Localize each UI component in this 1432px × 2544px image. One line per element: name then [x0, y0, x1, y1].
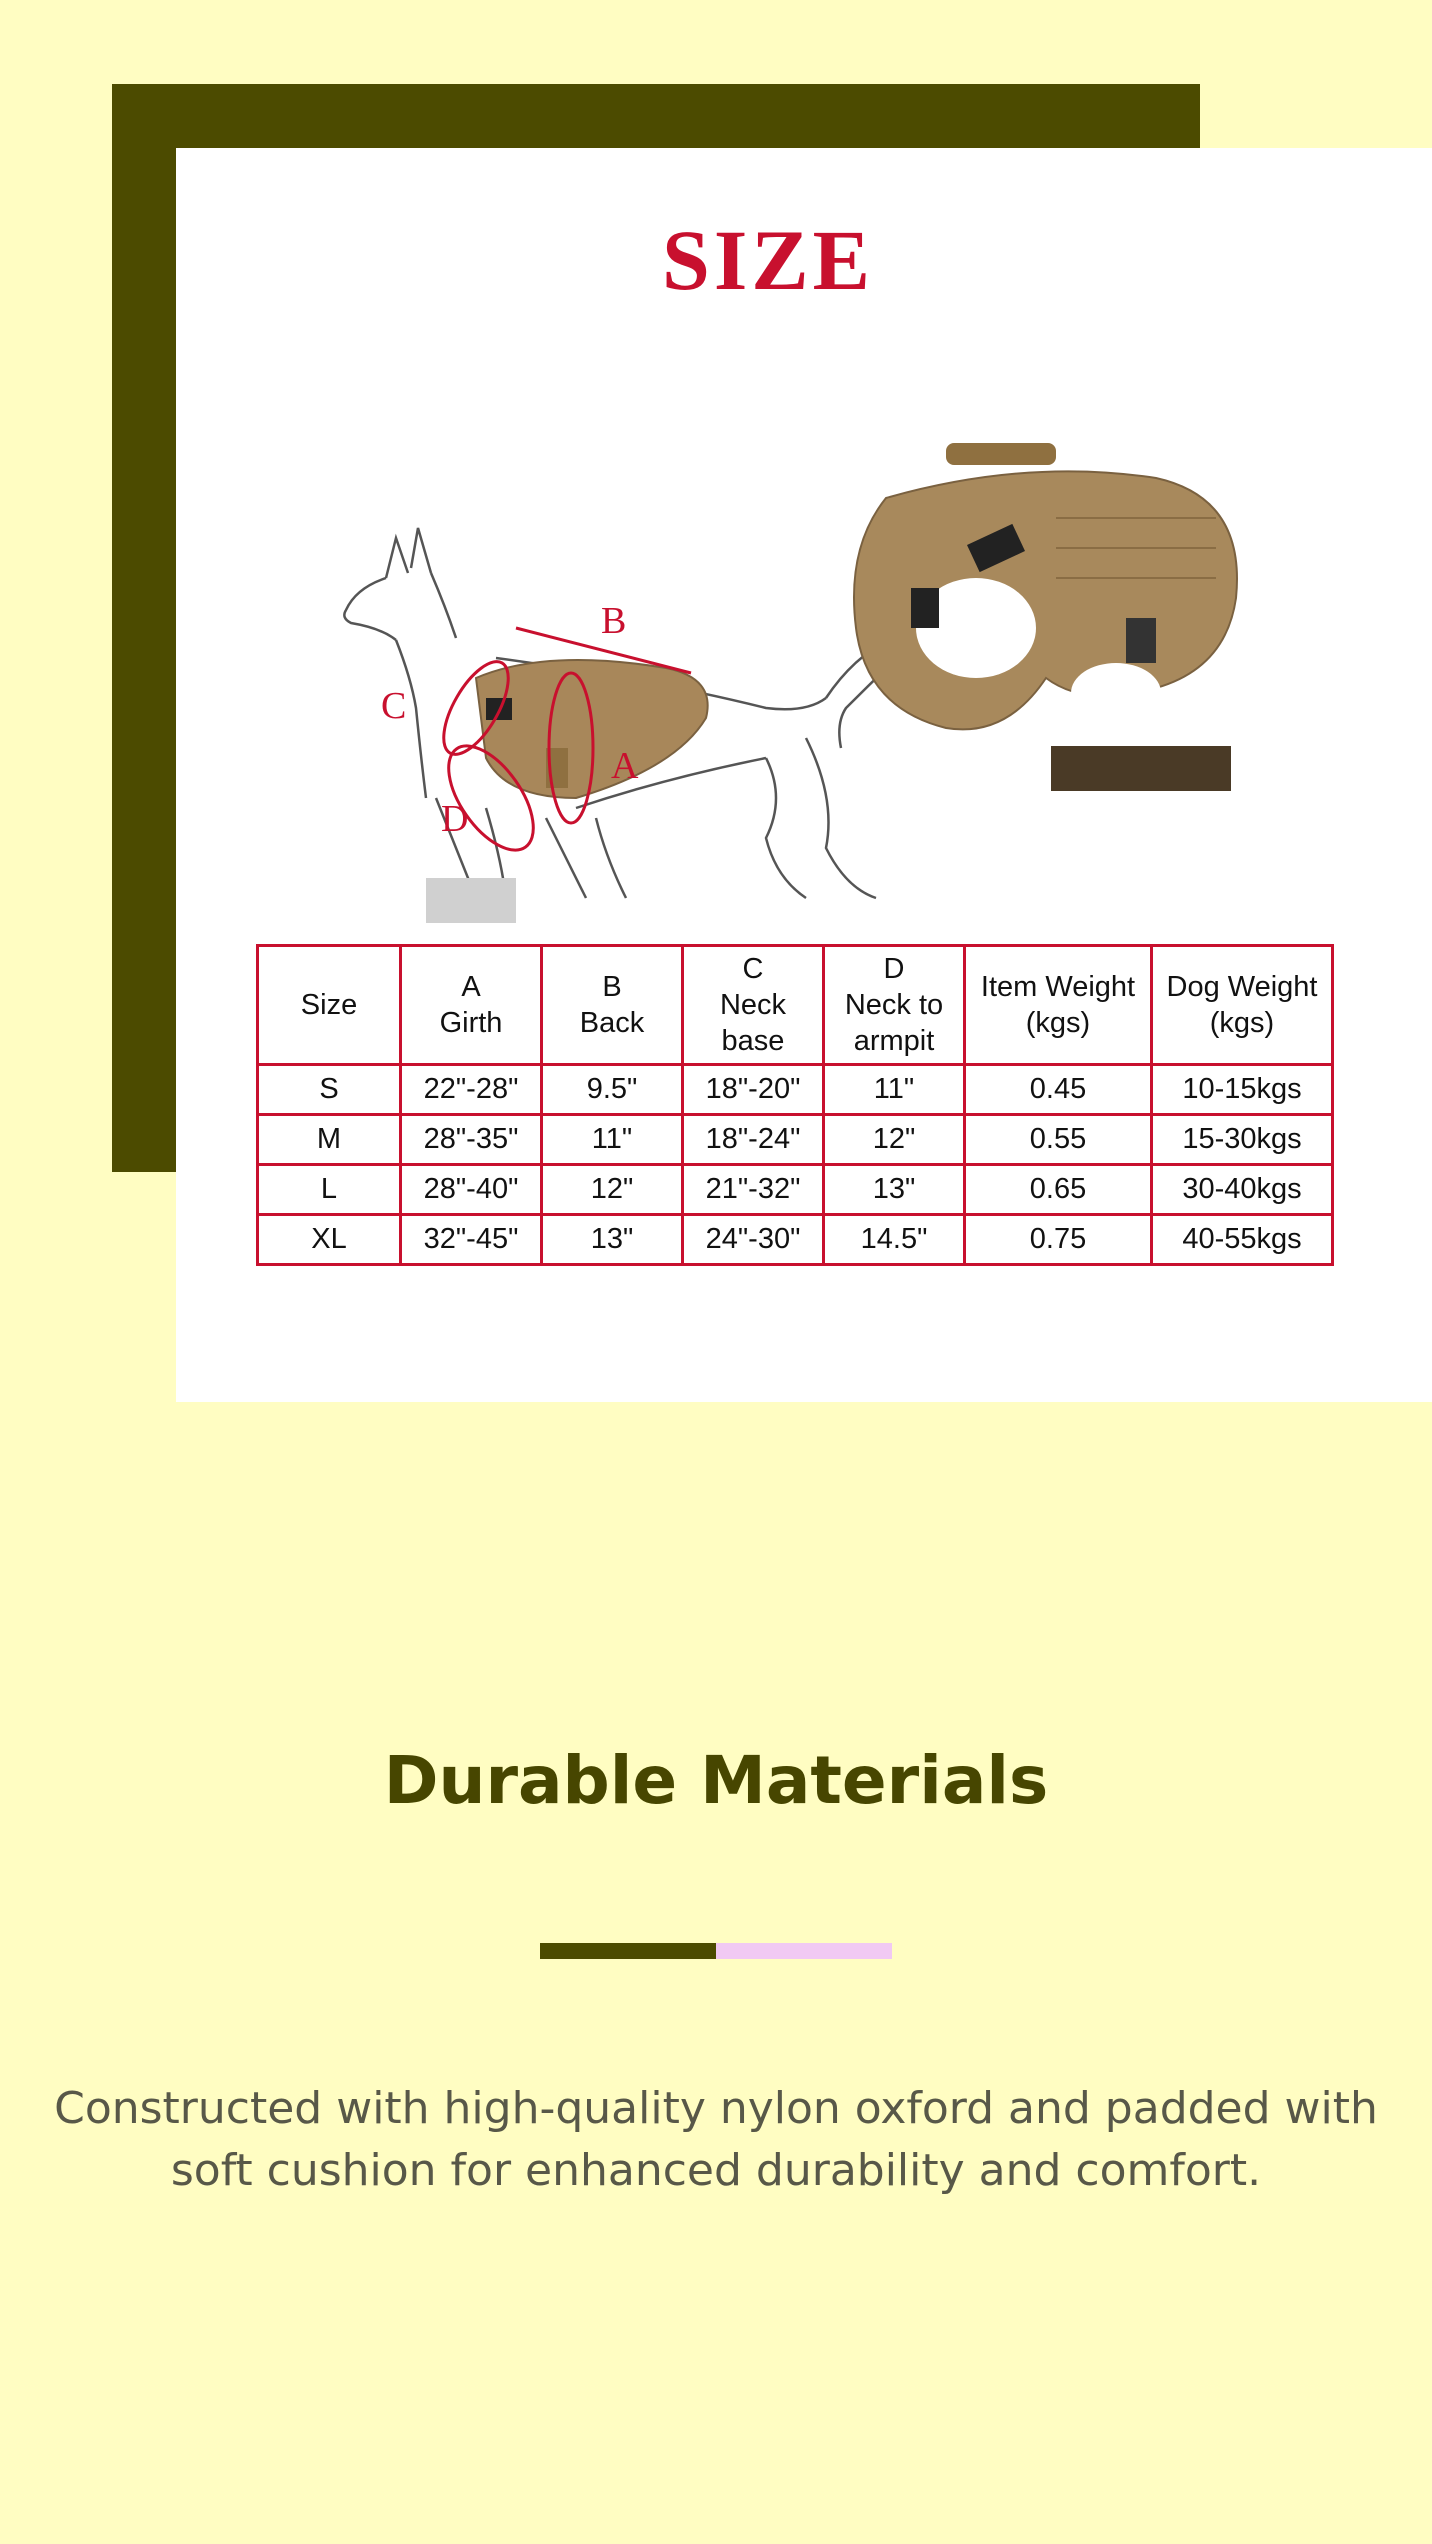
table-row [258, 1065, 1333, 1115]
table-cell: 12" [824, 1115, 965, 1165]
table-row [258, 1215, 1333, 1265]
table-cell: 21"-32" [683, 1165, 824, 1215]
col-neck-base: C Neck base [683, 946, 824, 1065]
table-cell: 28"-40" [401, 1165, 542, 1215]
table-cell: 13" [542, 1215, 683, 1265]
table-cell: 30-40kgs [1152, 1165, 1333, 1215]
label-b: B [601, 600, 627, 642]
table-cell: 24"-30" [683, 1215, 824, 1265]
col-item-weight: Item Weight (kgs) [965, 946, 1152, 1065]
table-cell: 28"-35" [401, 1115, 542, 1165]
feature-description [30, 2078, 1402, 2202]
table-cell: 9.5" [542, 1065, 683, 1115]
description-line: soft cushion for enhanced durability and comfort. [170, 2145, 1262, 2196]
col-back: B Back [542, 946, 683, 1065]
description-line: Constructed with high-quality nylon oxford and padded with [54, 2083, 1378, 2134]
table-cell: 13" [824, 1165, 965, 1215]
table-cell: 18"-20" [683, 1065, 824, 1115]
table-cell: 22"-28" [401, 1065, 542, 1115]
table-cell: 0.75 [965, 1215, 1152, 1265]
table-cell: 18"-24" [683, 1115, 824, 1165]
col-neck-armpit: D Neck to armpit [824, 946, 965, 1065]
accent-bar-dark [540, 1943, 716, 1959]
table-cell: 0.65 [965, 1165, 1152, 1215]
table-cell: 15-30kgs [1152, 1115, 1333, 1165]
label-d: D [441, 798, 469, 840]
table-cell: 0.45 [965, 1065, 1152, 1115]
table-row [258, 1115, 1333, 1165]
harness-illustration [826, 438, 1266, 798]
table-cell: 12" [542, 1165, 683, 1215]
table-cell: M [258, 1115, 401, 1165]
size-chart-title: SIZE [661, 212, 875, 308]
table-cell: 14.5" [824, 1215, 965, 1265]
accent-bar-light [716, 1943, 892, 1959]
table-cell: 0.55 [965, 1115, 1152, 1165]
label-c: C [381, 685, 407, 727]
col-size: Size [258, 946, 401, 1065]
table-cell: 11" [824, 1065, 965, 1115]
col-dog-weight: Dog Weight (kgs) [1152, 946, 1333, 1065]
feature-heading: Durable Materials [383, 1742, 1049, 1819]
label-a: A [611, 745, 639, 787]
table-row [258, 1165, 1333, 1215]
table-cell: XL [258, 1215, 401, 1265]
col-girth: A Girth [401, 946, 542, 1065]
size-table [256, 944, 1334, 1266]
size-chart-image [176, 148, 1432, 1402]
table-cell: 40-55kgs [1152, 1215, 1333, 1265]
table-cell: 32"-45" [401, 1215, 542, 1265]
table-header-row [258, 946, 1333, 1065]
table-cell: 10-15kgs [1152, 1065, 1333, 1115]
table-cell: S [258, 1065, 401, 1115]
table-cell: 11" [542, 1115, 683, 1165]
table-cell: L [258, 1165, 401, 1215]
